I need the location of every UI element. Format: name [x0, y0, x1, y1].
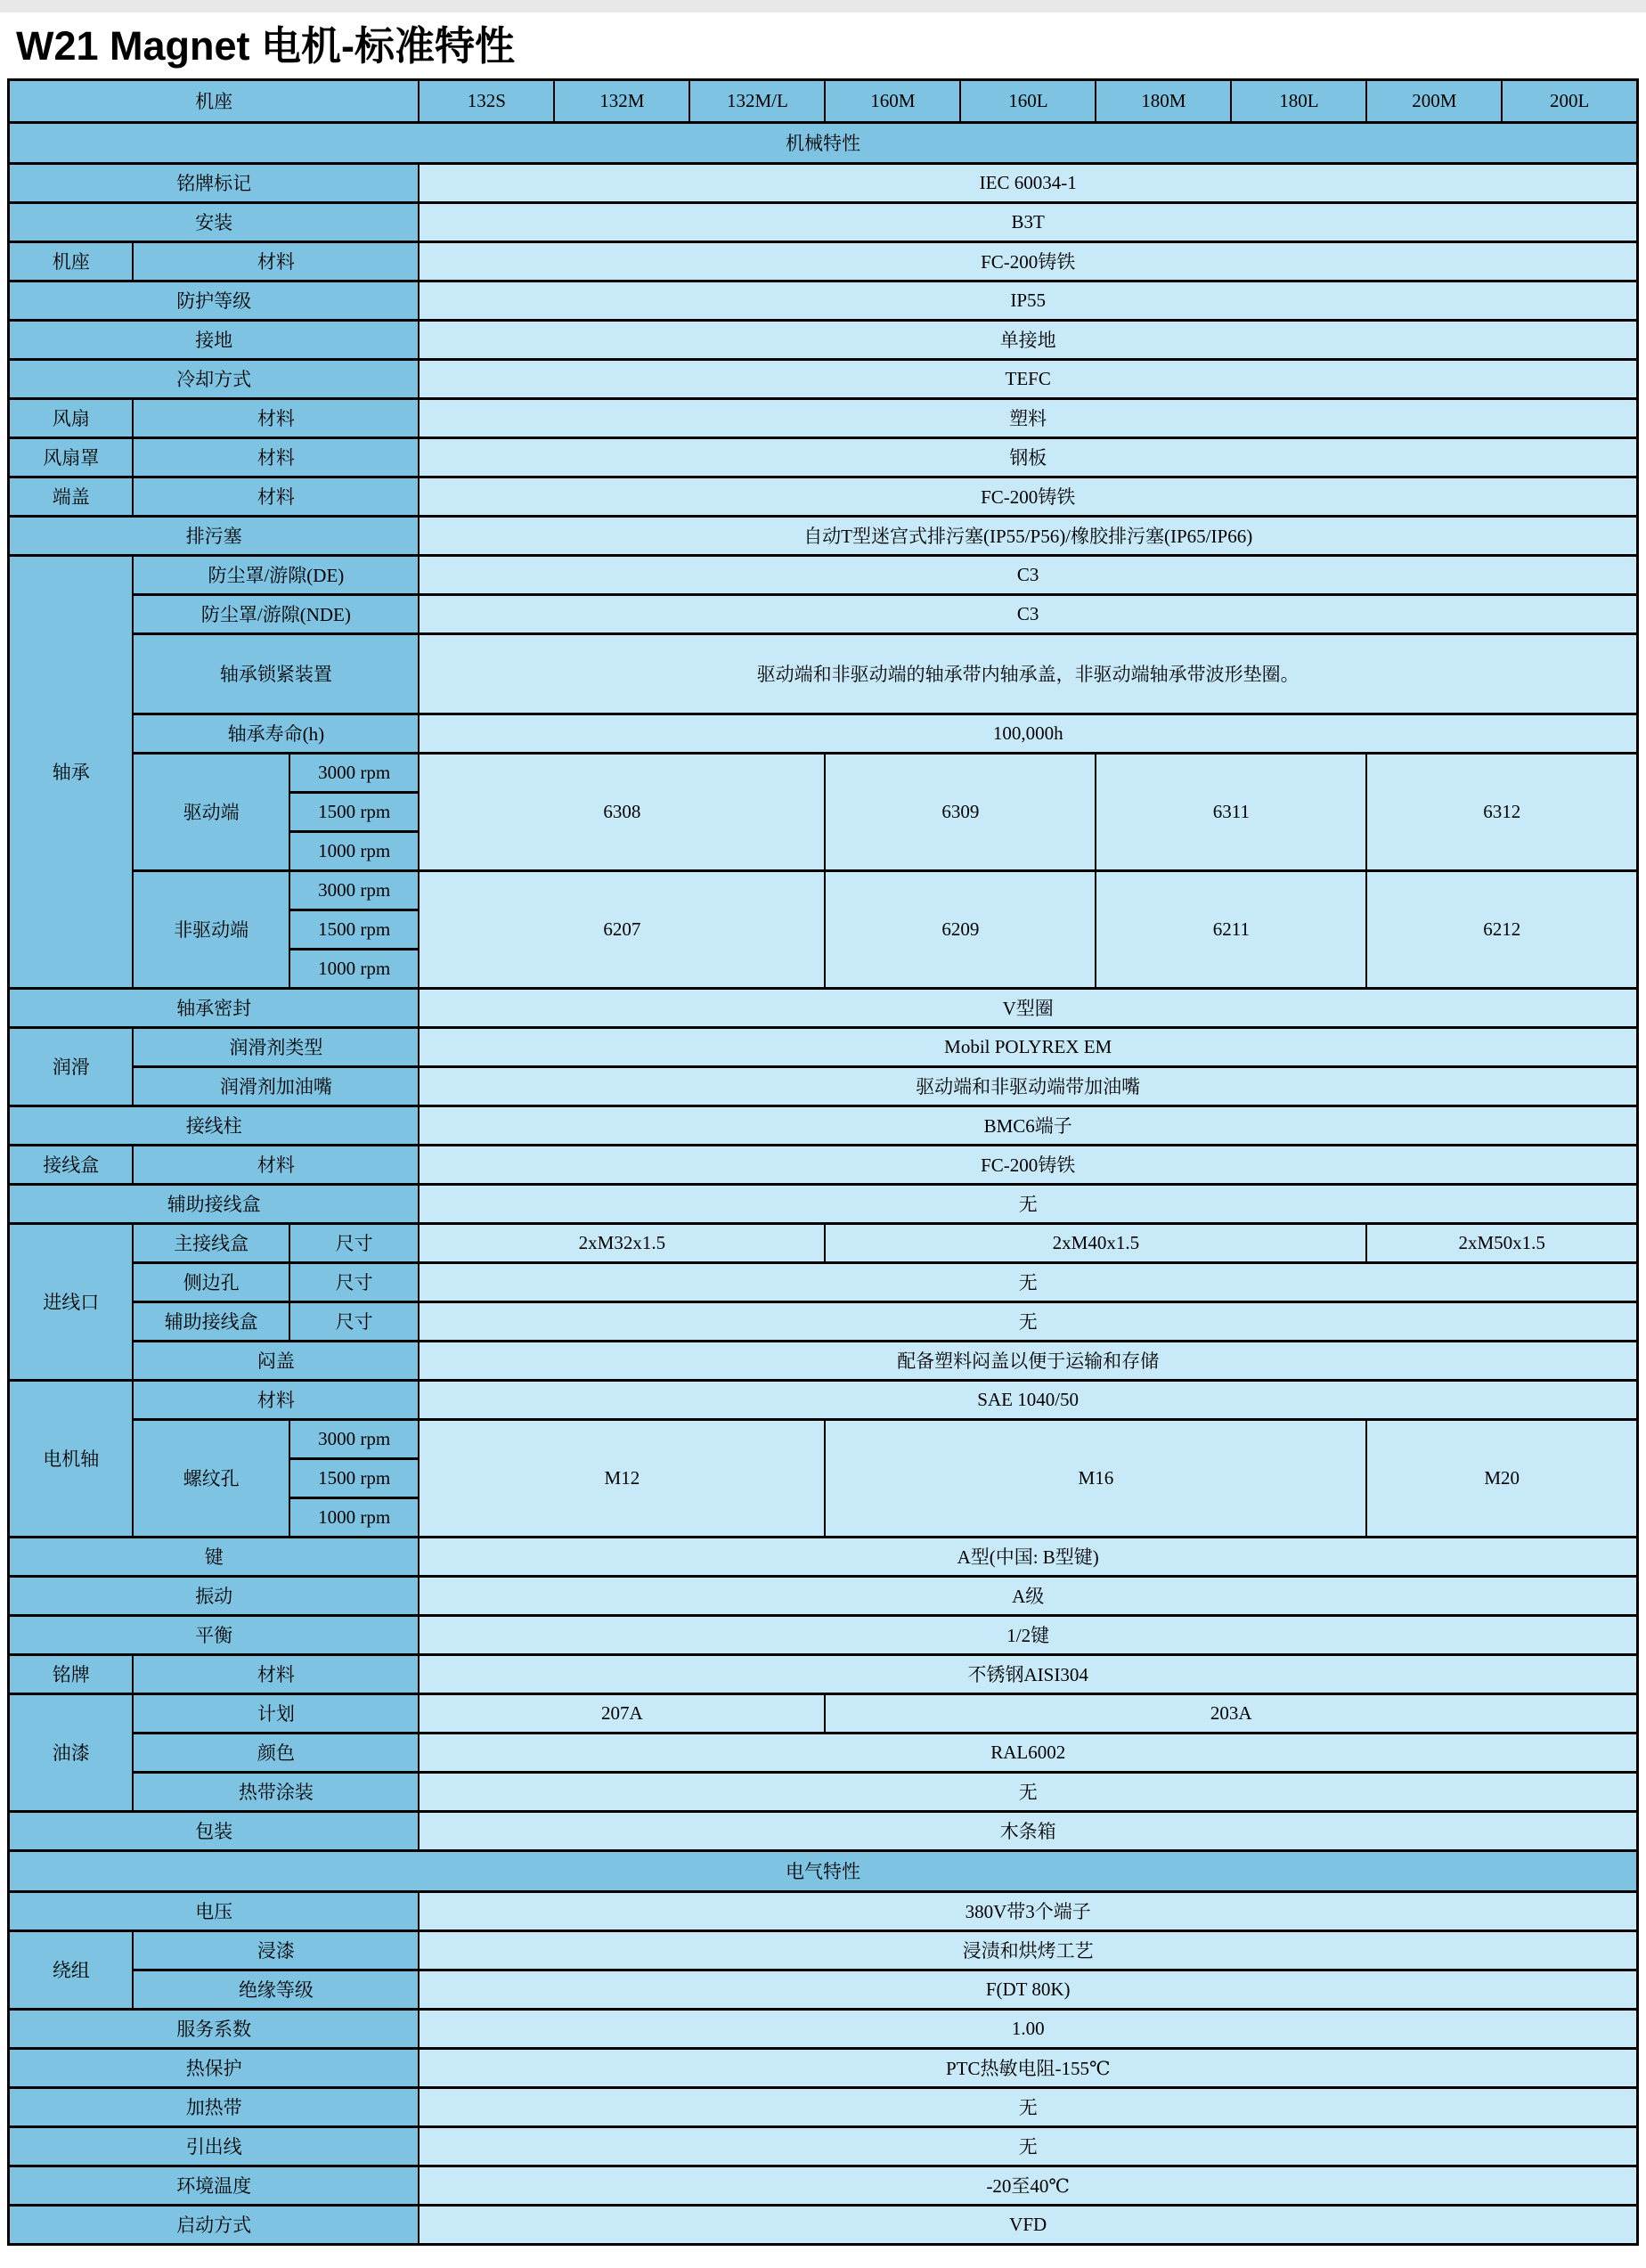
frame-180L: 180L [1231, 79, 1366, 122]
value-main-box-132: 2xM32x1.5 [419, 1223, 825, 1262]
label-de-rpm-3000: 3000 rpm [289, 753, 419, 792]
value-cooling: TEFC [419, 359, 1637, 398]
label-grease-type: 润滑剂类型 [133, 1027, 419, 1066]
page-title: W21 Magnet 电机-标准特性 [16, 23, 516, 69]
row-protection [9, 281, 1638, 320]
row-insulation-class [9, 1970, 1638, 2009]
frame-132S: 132S [419, 79, 554, 122]
group-terminal-box: 接线盒 [9, 1145, 134, 1184]
label-grounding: 接地 [9, 320, 420, 359]
row-grounding [9, 320, 1638, 359]
row-service-factor [9, 2009, 1638, 2048]
value-insulation-class: F(DT 80K) [419, 1970, 1637, 2009]
value-tapped-hole-160-180: M16 [825, 1419, 1366, 1537]
row-grease-type [9, 1027, 1638, 1066]
value-packing: 木条箱 [419, 1811, 1637, 1850]
value-ambient-temperature: -20至40℃ [419, 2166, 1637, 2205]
label-fan-cover-material: 材料 [133, 437, 419, 477]
top-strip [0, 0, 1646, 12]
value-main-box-200: 2xM50x1.5 [1366, 1223, 1637, 1262]
value-starting-method: VFD [419, 2205, 1637, 2244]
frame-200M: 200M [1366, 79, 1502, 122]
value-fan-cover-material: 钢板 [419, 437, 1637, 477]
row-endshield-material [9, 477, 1638, 516]
row-frame-material [9, 241, 1638, 281]
label-service-factor: 服务系数 [9, 2009, 420, 2048]
value-impregnation: 浸渍和烘烤工艺 [419, 1930, 1637, 1970]
section-mechanical [9, 122, 1638, 163]
label-ambient-temperature: 环境温度 [9, 2166, 420, 2205]
row-blanking-cover [9, 1341, 1638, 1380]
row-tapped-hole-3000 [9, 1419, 1638, 1458]
row-bearing-life [9, 714, 1638, 753]
row-dust-cover-de [9, 555, 1638, 594]
label-terminal-box-material: 材料 [133, 1145, 419, 1184]
label-nde-bearings: 非驱动端 [133, 870, 289, 988]
value-grease-type: Mobil POLYREX EM [419, 1027, 1637, 1066]
row-side-hole [9, 1262, 1638, 1301]
value-side-hole: 无 [419, 1262, 1637, 1301]
value-tapped-hole-200: M20 [1366, 1419, 1637, 1537]
label-aux-terminal-box: 辅助接线盒 [9, 1184, 420, 1223]
value-de-bearing-160: 6309 [825, 753, 1096, 870]
frame-200L: 200L [1502, 79, 1637, 122]
row-key [9, 1537, 1638, 1576]
value-grounding: 单接地 [419, 320, 1637, 359]
label-bearing-life: 轴承寿命(h) [133, 714, 419, 753]
value-dust-cover-de: C3 [419, 555, 1637, 594]
frame-180M: 180M [1096, 79, 1231, 122]
label-main-box-size: 尺寸 [289, 1223, 419, 1262]
value-de-bearing-180: 6311 [1096, 753, 1366, 870]
value-de-bearing-200: 6312 [1366, 753, 1637, 870]
row-dust-cover-nde [9, 594, 1638, 633]
group-fan: 风扇 [9, 398, 134, 437]
group-endshield: 端盖 [9, 477, 134, 516]
value-key: A型(中国: B型键) [419, 1537, 1637, 1576]
row-terminal-box-material [9, 1145, 1638, 1184]
value-terminals: BMC6端子 [419, 1105, 1637, 1145]
label-grease-fitting: 润滑剂加油嘴 [133, 1066, 419, 1105]
value-bearing-seal: V型圈 [419, 988, 1637, 1027]
value-paint-plan-160-200: 203A [825, 1693, 1637, 1733]
value-service-factor: 1.00 [419, 2009, 1637, 2048]
value-bearing-locking: 驱动端和非驱动端的轴承带内轴承盖，非驱动端轴承带波形垫圈。 [419, 633, 1637, 714]
row-aux-box-size [9, 1301, 1638, 1341]
row-vibration [9, 1576, 1638, 1615]
label-paint-plan: 计划 [133, 1693, 419, 1733]
section-electrical-label: 电气特性 [9, 1850, 1638, 1891]
value-terminal-box-material: FC-200铸铁 [419, 1145, 1637, 1184]
label-insulation-class: 绝缘等级 [133, 1970, 419, 2009]
section-electrical [9, 1850, 1638, 1891]
section-mechanical-label: 机械特性 [9, 122, 1638, 163]
row-starting-method [9, 2205, 1638, 2244]
label-leads: 引出线 [9, 2126, 420, 2166]
label-side-hole: 侧边孔 [133, 1262, 289, 1301]
row-fan-cover-material [9, 437, 1638, 477]
label-dust-cover-de: 防尘罩/游隙(DE) [133, 555, 419, 594]
row-aux-terminal-box [9, 1184, 1638, 1223]
group-motor-shaft: 电机轴 [9, 1380, 134, 1537]
label-nde-rpm-1000: 1000 rpm [289, 949, 419, 988]
value-endshield-material: FC-200铸铁 [419, 477, 1637, 516]
group-winding: 绕组 [9, 1930, 134, 2009]
spec-table [7, 78, 1639, 2246]
label-shaft-material: 材料 [133, 1380, 419, 1419]
row-grease-fitting [9, 1066, 1638, 1105]
label-nde-rpm-3000: 3000 rpm [289, 870, 419, 910]
row-main-box [9, 1223, 1638, 1262]
label-drain-plug: 排污塞 [9, 516, 420, 555]
row-fan-material [9, 398, 1638, 437]
label-key: 键 [9, 1537, 420, 1576]
value-nameplate-material: 不锈钢AISI304 [419, 1654, 1637, 1693]
value-tapped-hole-132: M12 [419, 1419, 825, 1537]
value-nde-bearing-132: 6207 [419, 870, 825, 988]
row-shaft-material [9, 1380, 1638, 1419]
row-leads [9, 2126, 1638, 2166]
frame-header-label: 机座 [9, 79, 420, 122]
row-mounting [9, 202, 1638, 241]
value-nde-bearing-160: 6209 [825, 870, 1096, 988]
group-fan-cover: 风扇罩 [9, 437, 134, 477]
row-tropical-coating [9, 1772, 1638, 1811]
label-tapped-rpm-1500: 1500 rpm [289, 1458, 419, 1497]
group-nameplate: 铭牌 [9, 1654, 134, 1693]
row-de-bearings-3000 [9, 753, 1638, 792]
label-endshield-material: 材料 [133, 477, 419, 516]
label-bearing-seal: 轴承密封 [9, 988, 420, 1027]
label-vibration: 振动 [9, 1576, 420, 1615]
label-cooling: 冷却方式 [9, 359, 420, 398]
group-lubrication: 润滑 [9, 1027, 134, 1105]
row-drain-plug [9, 516, 1638, 555]
label-thermal-protection: 热保护 [9, 2048, 420, 2087]
value-fan-material: 塑料 [419, 398, 1637, 437]
value-aux-terminal-box: 无 [419, 1184, 1637, 1223]
row-packing [9, 1811, 1638, 1850]
group-frame: 机座 [9, 241, 134, 281]
label-nameplate-marking: 铭牌标记 [9, 163, 420, 202]
frame-132ML: 132M/L [689, 79, 825, 122]
frame-160M: 160M [825, 79, 960, 122]
label-tropical-coating: 热带涂装 [133, 1772, 419, 1811]
row-paint-plan [9, 1693, 1638, 1733]
row-voltage [9, 1891, 1638, 1930]
value-nde-bearing-200: 6212 [1366, 870, 1637, 988]
label-frame-material: 材料 [133, 241, 419, 281]
value-leads: 无 [419, 2126, 1637, 2166]
label-mounting: 安装 [9, 202, 420, 241]
value-tropical-coating: 无 [419, 1772, 1637, 1811]
row-balancing [9, 1615, 1638, 1654]
value-main-box-160-180: 2xM40x1.5 [825, 1223, 1366, 1262]
value-grease-fitting: 驱动端和非驱动端带加油嘴 [419, 1066, 1637, 1105]
label-nde-rpm-1500: 1500 rpm [289, 910, 419, 949]
label-de-rpm-1000: 1000 rpm [289, 831, 419, 870]
value-thermal-protection: PTC热敏电阻-155℃ [419, 2048, 1637, 2087]
row-cooling [9, 359, 1638, 398]
label-nameplate-material: 材料 [133, 1654, 419, 1693]
label-protection: 防护等级 [9, 281, 420, 320]
row-ambient-temperature [9, 2166, 1638, 2205]
value-vibration: A级 [419, 1576, 1637, 1615]
label-side-hole-size: 尺寸 [289, 1262, 419, 1301]
value-heating-band: 无 [419, 2087, 1637, 2126]
row-nameplate-marking [9, 163, 1638, 202]
value-bearing-life: 100,000h [419, 714, 1637, 753]
label-tapped-rpm-3000: 3000 rpm [289, 1419, 419, 1458]
frame-160L: 160L [960, 79, 1096, 122]
value-paint-plan-132: 207A [419, 1693, 825, 1733]
label-paint-color: 颜色 [133, 1733, 419, 1772]
label-tapped-hole: 螺纹孔 [133, 1419, 289, 1537]
value-mounting: B3T [419, 202, 1637, 241]
row-impregnation [9, 1930, 1638, 1970]
value-voltage: 380V带3个端子 [419, 1891, 1637, 1930]
group-paint: 油漆 [9, 1693, 134, 1811]
label-terminals: 接线柱 [9, 1105, 420, 1145]
label-dust-cover-nde: 防尘罩/游隙(NDE) [133, 594, 419, 633]
label-heating-band: 加热带 [9, 2087, 420, 2126]
value-protection: IP55 [419, 281, 1637, 320]
label-blanking-cover: 闷盖 [133, 1341, 419, 1380]
label-aux-box: 辅助接线盒 [133, 1301, 289, 1341]
label-starting-method: 启动方式 [9, 2205, 420, 2244]
label-tapped-rpm-1000: 1000 rpm [289, 1497, 419, 1537]
label-voltage: 电压 [9, 1891, 420, 1930]
group-bearing: 轴承 [9, 555, 134, 988]
row-bearing-locking [9, 633, 1638, 714]
label-bearing-locking: 轴承锁紧装置 [133, 633, 419, 714]
value-dust-cover-nde: C3 [419, 594, 1637, 633]
value-nde-bearing-180: 6211 [1096, 870, 1366, 988]
value-frame-material: FC-200铸铁 [419, 241, 1637, 281]
value-balancing: 1/2键 [419, 1615, 1637, 1654]
row-paint-color [9, 1733, 1638, 1772]
label-main-box: 主接线盒 [133, 1223, 289, 1262]
frame-132M: 132M [554, 79, 689, 122]
row-nde-bearings-3000 [9, 870, 1638, 910]
value-paint-color: RAL6002 [419, 1733, 1637, 1772]
label-fan-material: 材料 [133, 398, 419, 437]
label-packing: 包装 [9, 1811, 420, 1850]
row-bearing-seal [9, 988, 1638, 1027]
value-nameplate-marking: IEC 60034-1 [419, 163, 1637, 202]
value-aux-box-size: 无 [419, 1301, 1637, 1341]
row-heating-band [9, 2087, 1638, 2126]
title-bar [0, 12, 1646, 78]
value-drain-plug: 自动T型迷宫式排污塞(IP55/P56)/橡胶排污塞(IP65/IP66) [419, 516, 1637, 555]
label-de-rpm-1500: 1500 rpm [289, 792, 419, 831]
label-aux-box-size: 尺寸 [289, 1301, 419, 1341]
label-impregnation: 浸漆 [133, 1930, 419, 1970]
value-shaft-material: SAE 1040/50 [419, 1380, 1637, 1419]
frame-header-row [9, 79, 1638, 122]
label-de-bearings: 驱动端 [133, 753, 289, 870]
label-balancing: 平衡 [9, 1615, 420, 1654]
value-blanking-cover: 配备塑料闷盖以便于运输和存储 [419, 1341, 1637, 1380]
row-terminals [9, 1105, 1638, 1145]
value-de-bearing-132: 6308 [419, 753, 825, 870]
row-thermal-protection [9, 2048, 1638, 2087]
group-cable-entry: 进线口 [9, 1223, 134, 1380]
row-nameplate-material [9, 1654, 1638, 1693]
